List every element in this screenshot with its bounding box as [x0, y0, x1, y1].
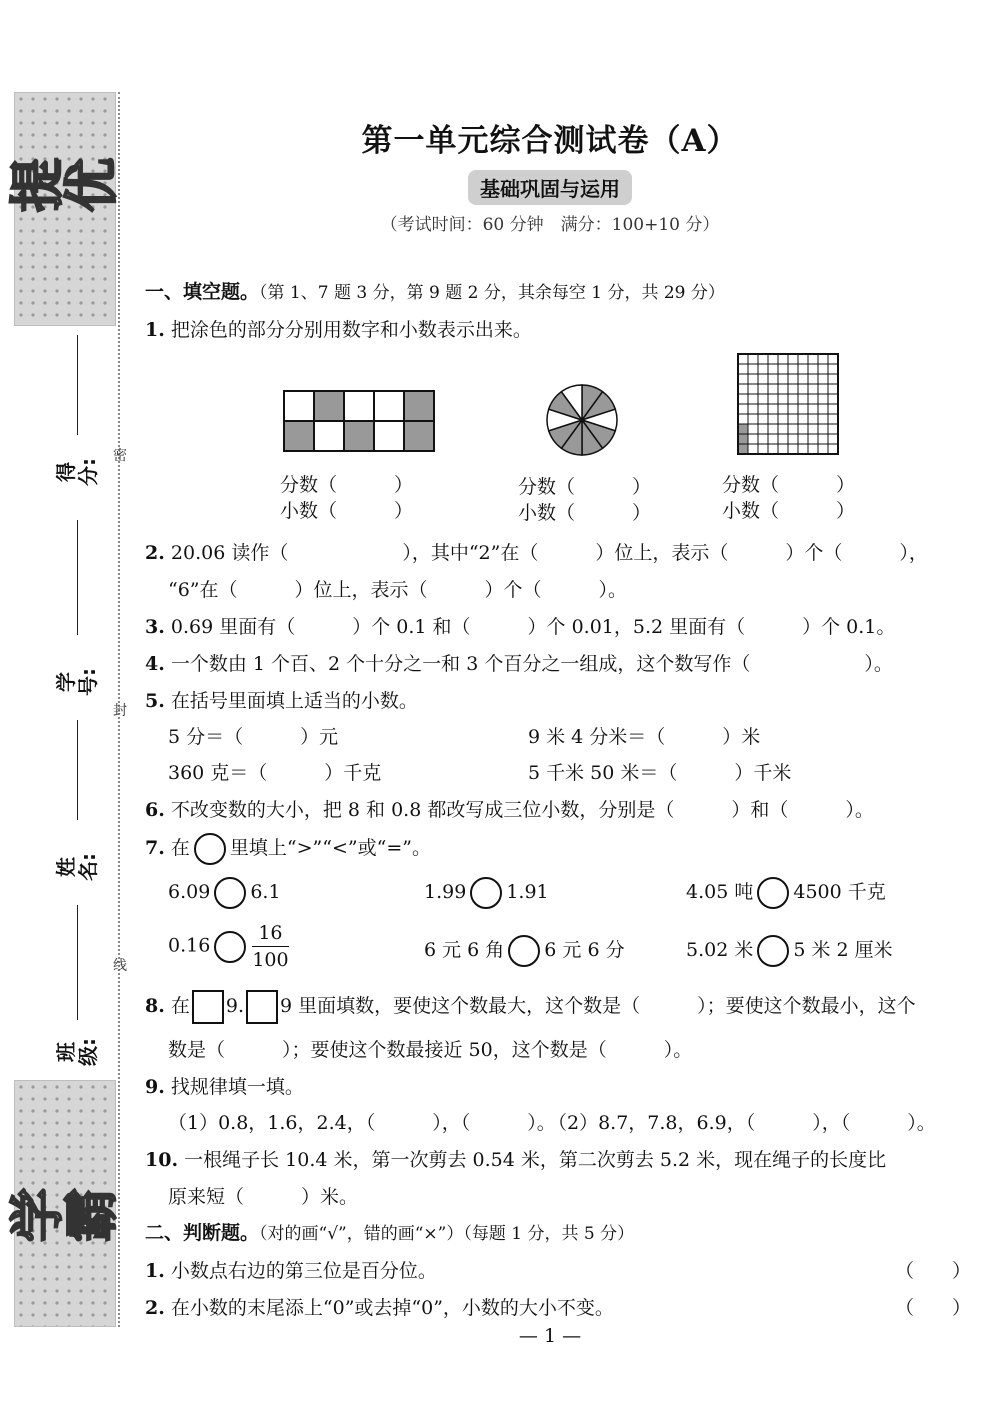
field-rule	[77, 905, 78, 1020]
q9-part-1: （1）0.8，1.6，2.4，（ ），（ ）。	[168, 1112, 556, 1134]
seal-char-2: 封	[113, 703, 127, 719]
seal-char-1: 密	[113, 448, 127, 464]
right-value: 6 元 6 分	[544, 939, 625, 961]
compare-circle[interactable]	[214, 877, 246, 909]
answer-box[interactable]	[246, 990, 278, 1024]
question-number: 7.	[145, 837, 165, 859]
question-text-mid: 9.	[225, 995, 245, 1017]
question-1	[145, 315, 532, 342]
q7-item-2	[424, 877, 549, 909]
fraction-numerator: 16	[252, 920, 288, 947]
compare-circle	[194, 833, 226, 865]
left-value: 6 元 6 角	[424, 939, 505, 961]
question-6	[145, 795, 874, 822]
left-value: 5.02 米	[686, 939, 754, 961]
compare-circle[interactable]	[508, 935, 540, 967]
question-number: 2.	[145, 1297, 165, 1319]
q7-item-5	[424, 935, 625, 967]
q5-item-1: 5 分＝（ ）元	[168, 726, 339, 748]
brand-bottom-box	[6, 1080, 123, 1327]
q5-item-2: 9 米 4 分米＝（ ）米	[528, 726, 761, 748]
question-text: 把涂色的部分分别用数字和小数表示出来。	[170, 319, 532, 341]
judge-1	[145, 1256, 437, 1283]
compare-circle[interactable]	[470, 877, 502, 909]
question-number: 9.	[145, 1076, 165, 1098]
question-text: 一个数由 1 个百、2 个十分之一和 3 个百分之一组成，这个数写作（ ）。	[170, 653, 893, 675]
question-text: 不改变数的大小，把 8 和 0.8 都改写成三位小数，分别是（ ）和（ ）。	[170, 799, 874, 821]
q7-item-6	[686, 935, 893, 967]
section-2-heading	[145, 1218, 634, 1245]
left-value: 4.05 吨	[686, 881, 754, 903]
judge-2	[145, 1293, 614, 1320]
fig1-fraction-label: 分数（ ）	[280, 474, 414, 496]
question-10	[145, 1145, 886, 1172]
right-value: 4500 千克	[793, 881, 886, 903]
compare-circle[interactable]	[757, 877, 789, 909]
name-label: 姓名:	[54, 853, 100, 881]
question-text-post: 9 里面填数，要使这个数最大，这个数是（ ）；要使这个数最小，这个	[280, 995, 916, 1017]
fig-circle	[545, 383, 619, 457]
section-1-heading	[145, 277, 725, 304]
left-value: 0.16	[168, 934, 211, 957]
question-number: 2.	[145, 542, 165, 564]
answer-box[interactable]	[192, 990, 224, 1024]
question-text: 在小数的末尾添上“0”或去掉“0”，小数的大小不变。	[170, 1297, 614, 1319]
fraction	[252, 920, 288, 973]
q5-item-4: 5 千米 50 米＝（ ）千米	[528, 762, 792, 784]
fig-grid	[736, 352, 840, 456]
question-text-pre: 在	[170, 837, 190, 859]
judge-1-answer[interactable]: （ ）	[895, 1260, 972, 1282]
q9-part-2: （2）8.7，7.8，6.9，（ ），（ ）。	[548, 1112, 936, 1134]
section-2-title: 二、判断题。	[145, 1222, 260, 1244]
question-text: 小数点右边的第三位是百分位。	[170, 1260, 437, 1282]
question-text: 一根绳子长 10.4 米，第一次剪去 0.54 米，第二次剪去 5.2 米，现在绳子的长度比	[184, 1149, 887, 1171]
question-text: 在括号里面填上适当的小数。	[170, 690, 418, 712]
right-value: 1.91	[506, 881, 549, 903]
field-rule	[77, 720, 78, 820]
fig1-decimal-label: 小数（ ）	[280, 500, 414, 522]
question-number: 1.	[145, 1260, 165, 1282]
section-1-title: 一、填空题。	[145, 281, 260, 303]
class-label: 班级:	[54, 1038, 100, 1066]
question-text-post: 里填上“>”“<”或“=”。	[229, 837, 431, 859]
fig2-fraction-label: 分数（ ）	[518, 476, 652, 498]
judge-2-answer[interactable]: （ ）	[895, 1297, 972, 1319]
question-2-line-2: “6”在（ ）位上，表示（ ）个（ ）。	[168, 579, 628, 601]
section-1-note: （第 1、7 题 3 分，第 9 题 2 分，其余每空 1 分，共 29 分）	[259, 283, 725, 303]
page-title: 第一单元综合测试卷（A）	[361, 123, 739, 159]
right-value: 5 米 2 厘米	[793, 939, 893, 961]
fig2-decimal-label: 小数（ ）	[518, 502, 652, 524]
section-2-note: （对的画“√”，错的画“×”）（每题 1 分，共 5 分）	[259, 1224, 635, 1244]
q7-item-4	[168, 920, 289, 973]
q7-item-3	[686, 877, 886, 909]
question-number: 6.	[145, 799, 165, 821]
fig3-fraction-label: 分数（ ）	[722, 474, 856, 496]
question-4	[145, 649, 893, 676]
compare-circle[interactable]	[214, 931, 246, 963]
brand-bottom-text: 学霸	[6, 1188, 123, 1242]
question-number: 3.	[145, 616, 165, 638]
question-5	[145, 686, 418, 713]
right-value: 6.1	[250, 881, 281, 903]
question-number: 8.	[145, 995, 165, 1017]
q7-item-1	[168, 877, 281, 909]
question-3	[145, 612, 895, 639]
question-9	[145, 1072, 304, 1099]
question-number: 5.	[145, 690, 165, 712]
question-8-line-2: 数是（ ）；要使这个数最接近 50，这个数是（ ）。	[168, 1039, 693, 1061]
fig-rectangle	[283, 390, 435, 452]
field-rule	[77, 520, 78, 635]
question-text: 0.69 里面有（ ）个 0.1 和（ ）个 0.01，5.2 里面有（ ）个 0.1。	[170, 616, 896, 638]
brand-top-text: 提优	[6, 158, 123, 212]
question-text: 找规律填一填。	[170, 1076, 304, 1098]
seal-char-3: 线	[113, 958, 127, 974]
question-number: 1.	[145, 319, 165, 341]
question-number: 4.	[145, 653, 165, 675]
question-7	[145, 833, 431, 865]
score-label: 得分:	[54, 458, 100, 486]
fig3-decimal-label: 小数（ ）	[722, 500, 856, 522]
question-8	[145, 990, 916, 1024]
field-rule	[77, 335, 78, 435]
left-value: 6.09	[168, 881, 211, 903]
exam-meta: （考试时间：60 分钟 满分：100+10 分）	[380, 215, 720, 235]
subtitle-wrap	[0, 170, 1000, 205]
question-10-line-2: 原来短（ ）米。	[168, 1186, 359, 1208]
q5-item-3: 360 克＝（ ）千克	[168, 762, 382, 784]
question-number: 10.	[145, 1149, 179, 1171]
question-text: 20.06 读作（ ），其中“2”在（ ）位上，表示（ ）个（ ），	[170, 542, 928, 564]
question-text-pre: 在	[170, 995, 190, 1017]
subtitle-badge: 基础巩固与运用	[468, 170, 632, 205]
compare-circle[interactable]	[757, 935, 789, 967]
left-value: 1.99	[424, 881, 467, 903]
page-number: — 1 —	[518, 1325, 582, 1347]
question-2	[145, 538, 928, 565]
student-number-label: 学号:	[54, 668, 100, 696]
fraction-denominator: 100	[252, 949, 289, 971]
